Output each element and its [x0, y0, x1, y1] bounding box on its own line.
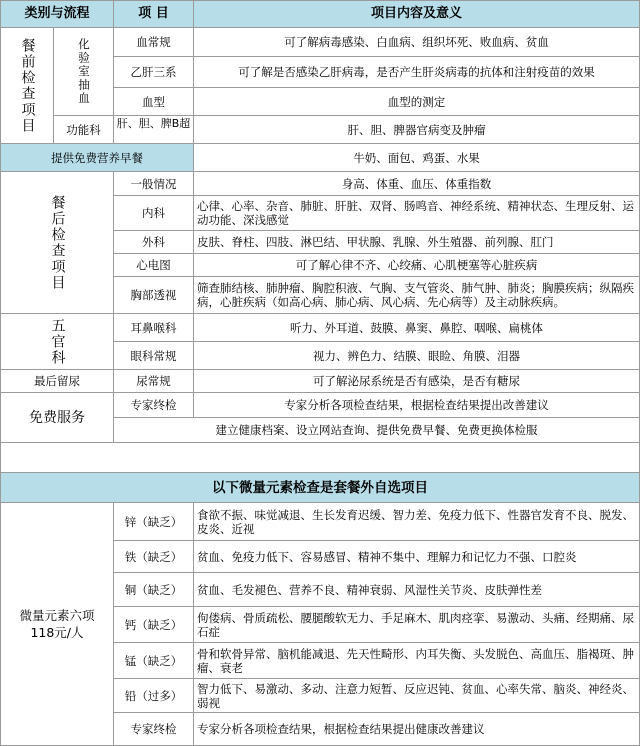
pre-meal-group: 餐前检查项目	[0, 28, 54, 144]
item-general: 一般情况	[114, 172, 194, 196]
content-manganese: 骨和软骨异常、脑机能减退、先天性畸形、内耳失衡、头发脱色、高血压、脂褐斑、肿瘤、衰老	[194, 643, 640, 679]
item-chest-xray: 胸部透视	[114, 277, 194, 314]
content-lead: 智力低下、易激动、多动、注意力短暂、反应迟钝、贫血、心率失常、脑炎、神经炎、弱视	[194, 679, 640, 713]
trace-element-price: 118元/人	[30, 625, 84, 640]
item-zinc: 锌（缺乏）	[114, 503, 194, 541]
item-copper: 铜（缺乏）	[114, 573, 194, 607]
content-eye: 视力、辨色力、结膜、眼睑、角膜、泪器	[194, 342, 640, 370]
content-chest-xray: 筛查肺结核、肺肿瘤、胸腔积液、气胸、支气管炎、肺气肿、肺炎；胸膜疾病；纵隔疾病，心脏疾病（如高心病、肺心病、风心病、先心病等）及主动脉疾病。	[194, 277, 640, 314]
free-service-extra: 建立健康档案、设立网站查询、提供免费早餐、免费更换体检服	[114, 418, 640, 443]
item-blood-type: 血型	[114, 88, 194, 116]
item-ent: 耳鼻喉科	[114, 314, 194, 342]
header-category: 类别与流程	[0, 0, 114, 28]
breakfast-label: 提供免费营养早餐	[0, 144, 194, 172]
content-expert-final: 专家分析各项检查结果，根据检查结果提出健康改善建议	[194, 713, 640, 746]
item-manganese: 锰（缺乏）	[114, 643, 194, 679]
content-general: 身高、体重、血压、体重指数	[194, 172, 640, 196]
content-calcium: 佝偻病、骨质疏松、腰腿酸软无力、手足麻木、肌肉痉挛、易激动、头痛、经期痛、尿石症	[194, 607, 640, 643]
item-expert-final: 专家终检	[114, 713, 194, 746]
content-blood-type: 血型的测定	[194, 88, 640, 116]
item-calcium: 钙（缺乏）	[114, 607, 194, 643]
item-eye: 眼科常规	[114, 342, 194, 370]
lab-group: 化验室抽血	[54, 28, 114, 116]
item-urine: 尿常规	[114, 370, 194, 393]
content-urine: 可了解泌尿系统是否有感染，是否有糖尿	[194, 370, 640, 393]
spacer-row	[0, 443, 640, 473]
item-lead: 铅（过多）	[114, 679, 194, 713]
content-expert-review: 专家分析各项检查结果，根据检查结果提出改善建议	[194, 393, 640, 418]
trace-element-name: 微量元素六项	[19, 608, 95, 623]
content-hepatitis-b: 可了解是否感染乙肝病毒，是否产生肝炎病毒的抗体和注射疫苗的效果	[194, 57, 640, 88]
content-ent: 听力、外耳道、鼓膜、鼻窦、鼻腔、咽喉、扁桃体	[194, 314, 640, 342]
trace-element-group	[0, 503, 114, 746]
content-ecg: 可了解心律不齐、心绞痛、心肌梗塞等心脏疾病	[194, 254, 640, 277]
urine-group: 最后留尿	[0, 370, 114, 393]
content-ultrasound: 肝、胆、脾器官病变及肿瘤	[194, 116, 640, 144]
content-zinc: 食欲不振、味觉减退、生长发育迟缓、智力差、免疫力低下、性器官发育不良、脱发、皮炎、近视	[194, 503, 640, 541]
free-service-group: 免费服务	[0, 393, 114, 443]
item-expert-review: 专家终检	[114, 393, 194, 418]
facial-group: 五官科	[0, 314, 114, 370]
content-surgery: 皮肤、脊柱、四肢、淋巴结、甲状腺、乳腺、外生殖器、前列腺、肛门	[194, 231, 640, 254]
item-surgery: 外科	[114, 231, 194, 254]
item-iron: 铁（缺乏）	[114, 541, 194, 573]
item-ultrasound: 肝、胆、脾B超	[114, 116, 194, 144]
item-hepatitis-b: 乙肝三系	[114, 57, 194, 88]
optional-title: 以下微量元素检查是套餐外自选项目	[0, 473, 640, 503]
header-content: 项目内容及意义	[194, 0, 640, 28]
post-meal-group: 餐后检查项目	[0, 172, 114, 314]
content-copper: 贫血、毛发褪色、营养不良、精神衰弱、风湿性关节炎、皮肤弹性差	[194, 573, 640, 607]
content-internal: 心律、心率、杂音、肺脏、肝脏、双肾、肠鸣音、神经系统、精神状态、生理反射、运动功能、深浅感觉	[194, 196, 640, 231]
content-iron: 贫血、免疫力低下、容易感冒、精神不集中、理解力和记忆力不强、口腔炎	[194, 541, 640, 573]
item-ecg: 心电图	[114, 254, 194, 277]
function-group: 功能科	[54, 116, 114, 144]
content-blood-routine: 可了解病毒感染、白血病、组织坏死、败血病、贫血	[194, 28, 640, 57]
item-internal: 内科	[114, 196, 194, 231]
header-item: 项 目	[114, 0, 194, 28]
breakfast-content: 牛奶、面包、鸡蛋、水果	[194, 144, 640, 172]
item-blood-routine: 血常规	[114, 28, 194, 57]
